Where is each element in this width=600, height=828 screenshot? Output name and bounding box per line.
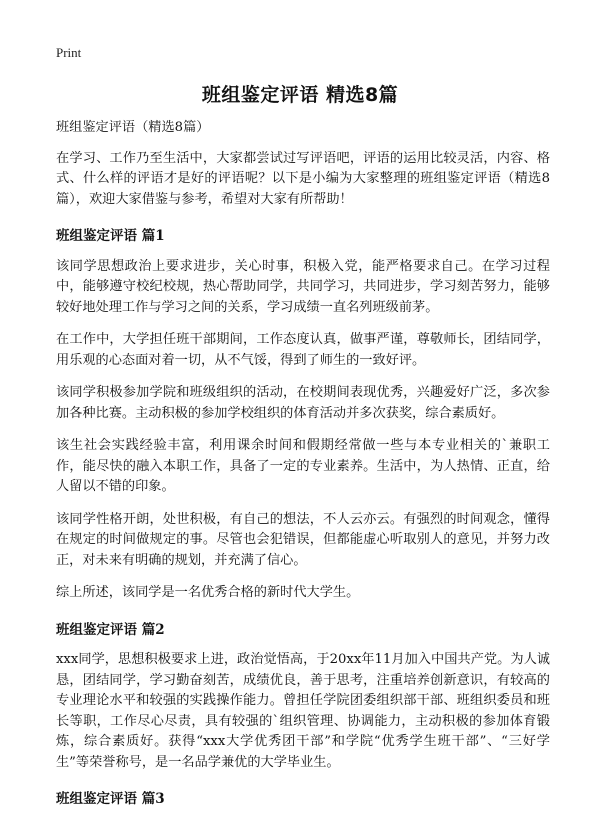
document-body — [56, 118, 550, 820]
section-heading-2: 班组鉴定评语 篇2 — [56, 621, 165, 638]
document-subtitle: 班组鉴定评语（精选8篇） — [56, 120, 210, 135]
section-2-paragraph: xxx同学，思想积极要求上进，政治觉悟高，于20xx年11月加入中国共产党。为人诚恳，团结同学，学习勤奋刻苦，成绩优良，善于思考，注重培养创新意识，有较高的专业理论水平和较强的实践操作能力。曾担任学院团委组织部干部、班组织委员和班长等职，工作尽心尽责，具有较强的`组织管理、协调能力，主动积极的参加体育锻炼，综合素质好。获得“xxx大学优秀团干部”和学院“优秀学生班干部”、“三好学生”等荣誉称号，是一名品学兼优的大学毕业生。 — [56, 652, 550, 770]
section-1-paragraph: 该同学性格开朗，处世积极，有自己的想法，不人云亦云。有强烈的时间观念，懂得在规定的时间做规定的事。尽管也会犯错误，但都能虚心听取别人的意见，并努力改正，对未来有明确的规划，并充满了信心。 — [56, 511, 550, 568]
page-title: 班组鉴定评语 精选8篇 — [201, 84, 399, 106]
section-heading-1: 班组鉴定评语 篇1 — [56, 228, 165, 244]
intro-paragraph: 在学习、工作乃至生活中，大家都尝试过写评语吧，评语的运用比较灵活，内容、格式、什么样的评语才是好的评语呢？以下是小编为大家整理的班组鉴定评语（精选8篇），欢迎大家借鉴与参考，希望对大家有所帮助！ — [56, 150, 550, 207]
section-1-paragraph: 该生社会实践经验丰富，利用课余时间和假期经常做一些与本专业相关的`兼职工作，能尽快的融入本职工作，具备了一定的专业素养。生活中，为人热情、正直，给人留以不错的印象。 — [56, 438, 550, 494]
print-label: Print — [56, 45, 82, 60]
section-heading-3: 班组鉴定评语 篇3 — [56, 791, 165, 807]
section-1-paragraph: 在工作中，大学担任班干部期间，工作态度认真，做事严谨，尊敬师长，团结同学，用乐观的心态面对着一切，从不气馁，得到了师生的一致好评。 — [56, 332, 550, 368]
section-1-paragraph: 该同学积极参加学院和班级组织的活动，在校期间表现优秀，兴趣爱好广泛，多次参加各种比赛。主动积极的参加学校组织的体育活动并多次获奖，综合素质好。 — [56, 385, 550, 421]
section-1-paragraph: 该同学思想政治上要求进步，关心时事，积极入党，能严格要求自己。在学习过程中，能够遵守校纪校规，热心帮助同学，共同学习，共同进步，学习刻苦努力，能够较好地处理工作与学习之间的关系，学习成绩一直名列班级前茅。 — [56, 258, 550, 315]
section-1-paragraph: 综上所述，该同学是一名优秀合格的新时代大学生。 — [56, 585, 360, 600]
